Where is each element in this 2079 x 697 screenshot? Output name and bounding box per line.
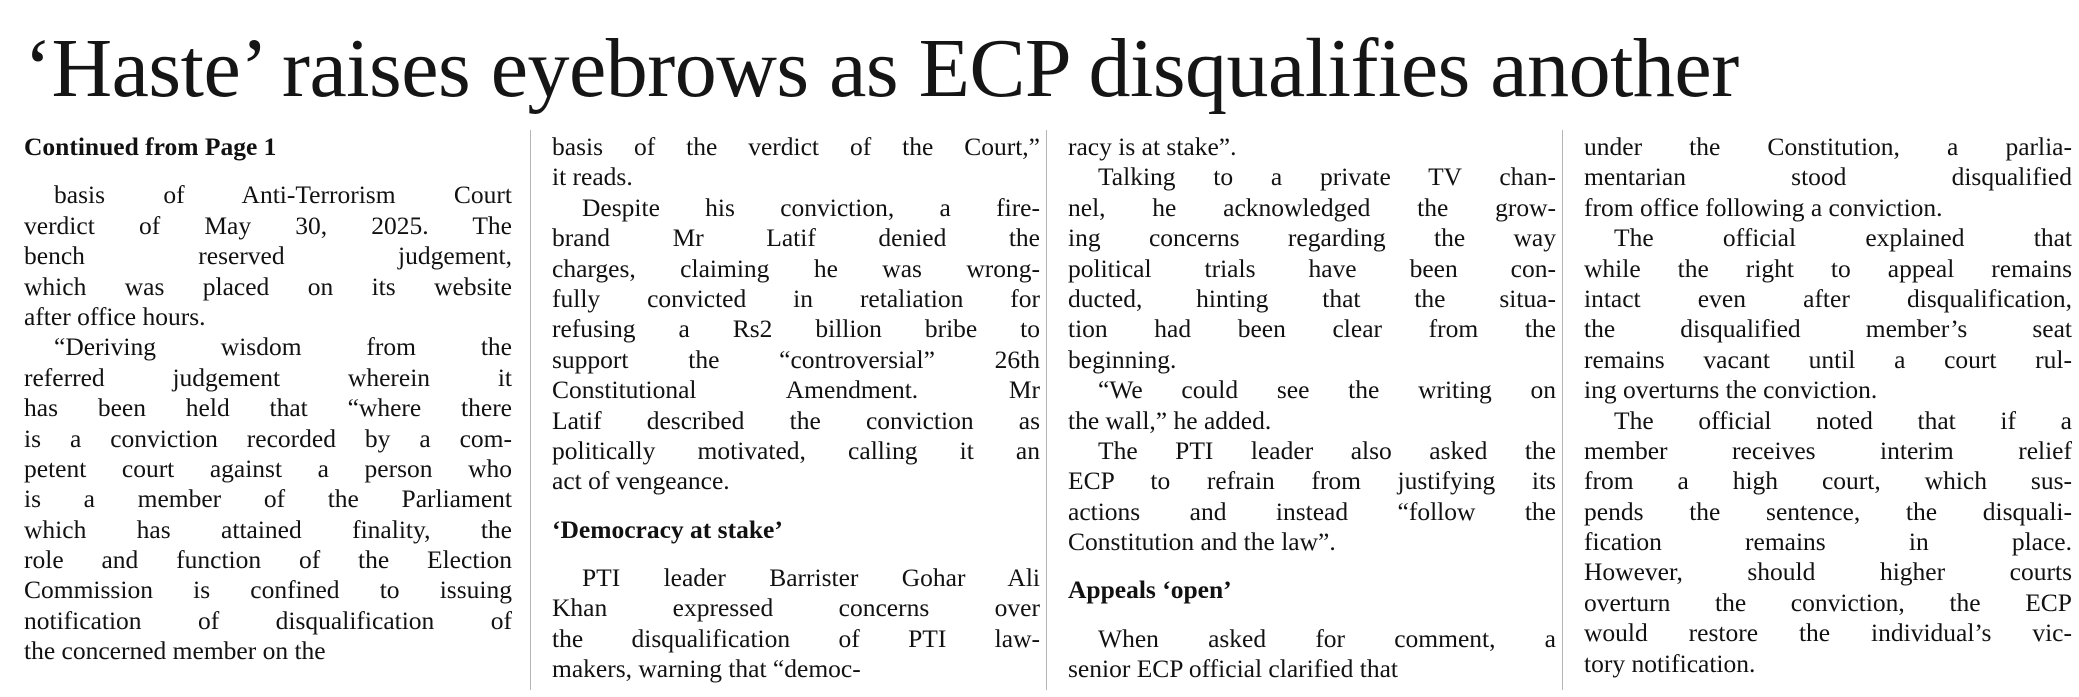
text-line: However, should higher courts xyxy=(1584,557,2072,587)
text-line: makers, warning that “democ- xyxy=(552,654,861,684)
text-line: Commission is confined to issuing xyxy=(24,575,512,605)
paragraph xyxy=(552,193,1040,497)
text-line: overturn the conviction, the ECP xyxy=(1584,587,2072,617)
text-line: brand Mr Latif denied the xyxy=(552,223,1040,253)
article-column-2 xyxy=(552,132,1040,694)
text-line: tion had been clear from the xyxy=(1068,314,1556,344)
text-line: has been held that “where there xyxy=(24,393,512,423)
text-line: “Deriving wisdom from the xyxy=(54,332,512,362)
text-line: after office hours. xyxy=(24,301,206,331)
text-line: petent court against a person who xyxy=(24,453,512,483)
article-column-4 xyxy=(1584,132,2072,694)
text-line: referred judgement wherein it xyxy=(24,362,512,392)
text-line: member receives interim relief xyxy=(1584,435,2072,465)
text-line: from a high court, which sus- xyxy=(1584,466,2072,496)
text-line: which has attained finality, the xyxy=(24,514,512,544)
text-line: ducted, hinting that the situa- xyxy=(1068,283,1556,313)
text-line: senior ECP official clarified that xyxy=(1068,654,1398,684)
text-line: refusing a Rs2 billion bribe to xyxy=(552,314,1040,344)
headline: ‘Haste’ raises eyebrows as ECP disqualifies another xyxy=(24,22,1739,115)
text-line: under the Constitution, a parlia- xyxy=(1584,132,2072,161)
text-line: pends the sentence, the disquali- xyxy=(1584,496,2072,526)
spacer xyxy=(24,162,512,180)
text-line: Talking to a private TV chan- xyxy=(1098,162,1556,192)
text-line: bench reserved judgement, xyxy=(24,241,512,271)
text-line: actions and instead “follow the xyxy=(1068,496,1556,526)
column-rule xyxy=(1562,130,1563,690)
text-line: The official noted that if a xyxy=(1614,405,2072,435)
text-line: Latif described the conviction as xyxy=(552,405,1040,435)
text-line: from office following a conviction. xyxy=(1584,192,1943,222)
text-line: politically motivated, calling it an xyxy=(552,435,1040,465)
text-line: Constitution and the law”. xyxy=(1068,527,1336,557)
text-line: The official explained that xyxy=(1614,223,2072,253)
text-line: support the “controversial” 26th xyxy=(552,344,1040,374)
text-line: tory notification. xyxy=(1584,648,1756,678)
text-line: the disqualification of PTI law- xyxy=(552,623,1040,653)
article-column-3 xyxy=(1068,132,1556,694)
article-column-1 xyxy=(24,132,512,694)
text-line: fication remains in place. xyxy=(1584,527,2072,557)
text-line: notification of disqualification of xyxy=(24,605,512,635)
column-rule xyxy=(530,130,531,690)
spacer xyxy=(552,497,1040,515)
continued-paragraph xyxy=(1068,132,1556,162)
text-line: the disqualified member’s seat xyxy=(1584,314,2072,344)
text-line: “We could see the writing on xyxy=(1098,375,1556,405)
paragraph xyxy=(1584,223,2072,405)
text-line: it reads. xyxy=(552,162,633,192)
text-line: Constitutional Amendment. Mr xyxy=(552,375,1040,405)
paragraph xyxy=(1068,436,1556,558)
text-line: is a member of the Parliament xyxy=(24,484,512,514)
text-line: mentarian stood disqualified xyxy=(1584,162,2072,192)
text-line: intact even after disqualification, xyxy=(1584,283,2072,313)
text-line: racy is at stake”. xyxy=(1068,132,1237,161)
text-line: Despite his conviction, a fire- xyxy=(582,192,1040,222)
section-subhead: Continued from Page 1 xyxy=(24,132,277,161)
text-line: ing overturns the conviction. xyxy=(1584,375,1878,405)
paragraph xyxy=(24,332,512,666)
text-line: the concerned member on the xyxy=(24,636,326,666)
text-line: role and function of the Election xyxy=(24,545,512,575)
text-line: while the right to appeal remains xyxy=(1584,253,2072,283)
text-line: verdict of May 30, 2025. The xyxy=(24,210,512,240)
paragraph xyxy=(1068,624,1556,685)
text-line: which was placed on its website xyxy=(24,271,512,301)
paragraph xyxy=(24,180,512,332)
text-line: act of vengeance. xyxy=(552,466,730,496)
spacer xyxy=(552,545,1040,563)
text-line: is a conviction recorded by a com- xyxy=(24,423,512,453)
text-line: remains vacant until a court rul- xyxy=(1584,344,2072,374)
text-line: ing concerns regarding the way xyxy=(1068,223,1556,253)
text-line: political trials have been con- xyxy=(1068,253,1556,283)
text-line: When asked for comment, a xyxy=(1098,623,1556,653)
section-subhead: Appeals ‘open’ xyxy=(1068,575,1232,605)
paragraph xyxy=(1068,162,1556,375)
text-line: nel, he acknowledged the grow- xyxy=(1068,192,1556,222)
text-line: charges, claiming he was wrong- xyxy=(552,253,1040,283)
paragraph xyxy=(552,563,1040,685)
text-line: Khan expressed concerns over xyxy=(552,593,1040,623)
text-line: the wall,” he added. xyxy=(1068,405,1272,435)
spacer xyxy=(1068,606,1556,624)
continued-paragraph xyxy=(552,132,1040,193)
text-line: basis of Anti-Terrorism Court xyxy=(54,180,512,210)
text-line: ECP to refrain from justifying its xyxy=(1068,466,1556,496)
column-rule xyxy=(1046,130,1047,690)
text-line: beginning. xyxy=(1068,344,1177,374)
paragraph xyxy=(1068,375,1556,436)
text-line: PTI leader Barrister Gohar Ali xyxy=(582,563,1040,593)
continued-paragraph xyxy=(1584,132,2072,223)
paragraph xyxy=(1584,406,2072,680)
text-line: fully convicted in retaliation for xyxy=(552,283,1040,313)
text-line: would restore the individual’s vic- xyxy=(1584,618,2072,648)
text-line: The PTI leader also asked the xyxy=(1098,435,1556,465)
section-subhead: ‘Democracy at stake’ xyxy=(552,514,783,544)
spacer xyxy=(1068,557,1556,575)
text-line: basis of the verdict of the Court,” xyxy=(552,132,1040,161)
